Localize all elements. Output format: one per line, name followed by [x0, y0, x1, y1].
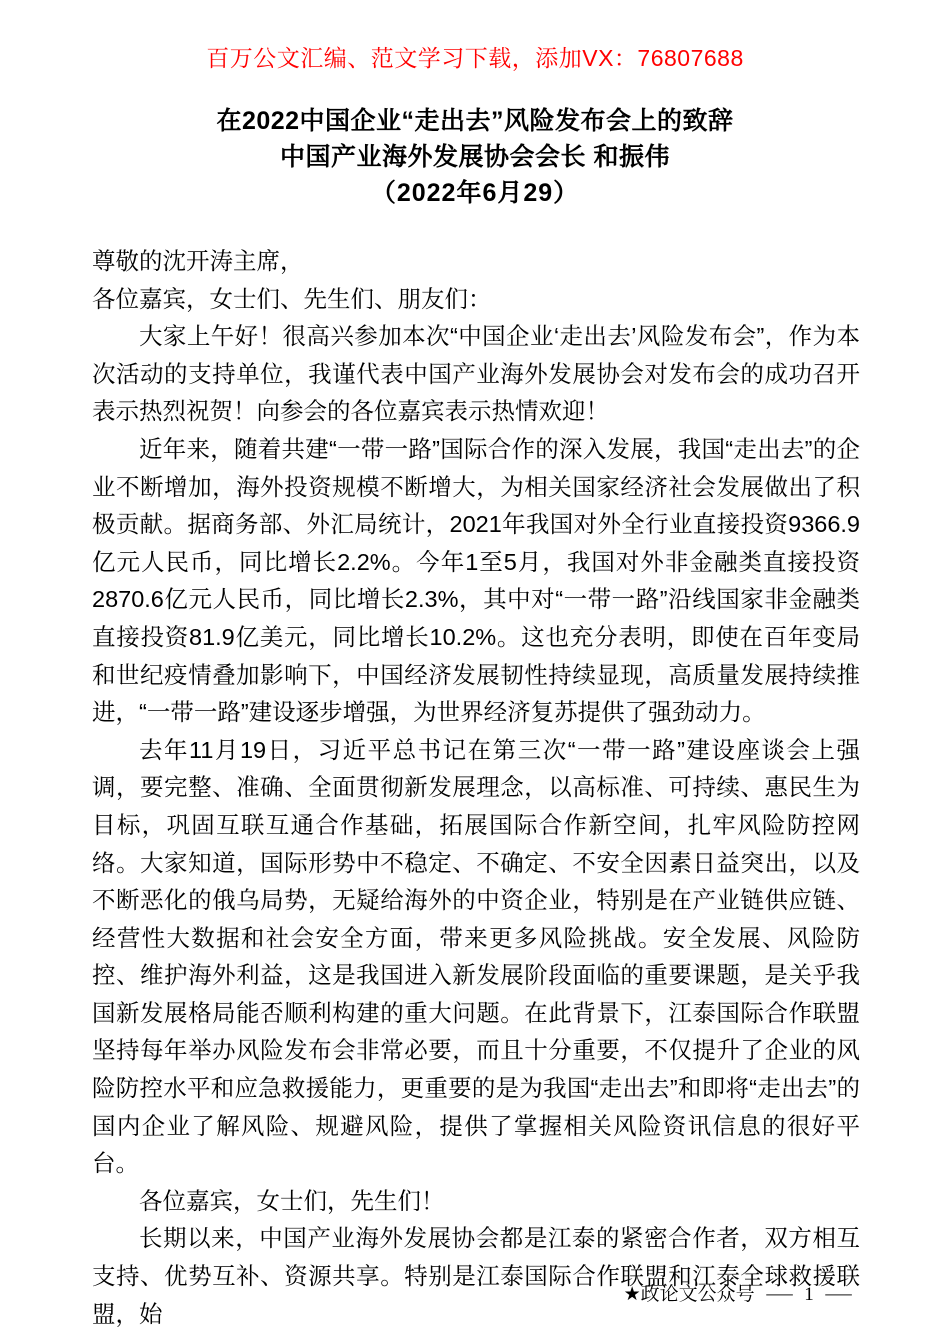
- footer-dash-left: —: [766, 1284, 793, 1305]
- footer-brand: ★政论文公众号: [623, 1284, 755, 1305]
- body-paragraph-1: 大家上午好！很高兴参加本次“中国企业‘走出去’风险发布会”，作为本次活动的支持单位，我谨代表中国产业海外发展协会对发布会的成功召开表示热烈祝贺！向参会的各位嘉宾表示热情欢迎！: [92, 323, 860, 425]
- body-paragraph-2: 近年来，随着共建“一带一路”国际合作的深入发展，我国“走出去”的企业不断增加，海外投资规模不断增大，为相关国家经济社会发展做出了积极贡献。据商务部、外汇局统计，2021年我国对外全行业直接投资9366.9亿元人民币，同比增长2.2%。今年1至5月，我国对外非金融类直接投资2870.6亿元人民币，同比增长2.3%，其中对“一带一路”沿线国家非金融类直接投资81.9亿美元，同比增长10.2%。这也充分表明，即使在百年变局和世纪疫情叠加影响下，中国经济发展韧性持续显现，高质量发展持续推进，“一带一路”建设逐步增强，为世界经济复苏提供了强劲动力。: [92, 435, 860, 726]
- document-body: [92, 243, 860, 1333]
- header-notice: 百万公文汇编、范文学习下载，添加VX：76807688: [206, 45, 744, 71]
- page-number: 1: [804, 1284, 814, 1305]
- doc-title: 在2022中国企业“走出去”风险发布会上的致辞: [216, 107, 734, 135]
- document-heading: [0, 103, 950, 211]
- body-paragraph-5: 长期以来，中国产业海外发展协会都是江泰的紧密合作者，双方相互支持、优势互补、资源共享。特别是江泰国际合作联盟和江泰全球救援联盟，始: [92, 1225, 860, 1327]
- footer-dash-right: —: [825, 1284, 852, 1305]
- page-footer: [624, 1279, 858, 1306]
- doc-date: （2022年6月29）: [370, 179, 580, 207]
- body-paragraph-4: 各位嘉宾，女士们，先生们！: [139, 1187, 445, 1214]
- salutation-line-1: 尊敬的沈开涛主席，: [92, 248, 304, 274]
- salutation-line-2: 各位嘉宾，女士们、先生们、朋友们：: [92, 285, 492, 312]
- doc-subtitle: 中国产业海外发展协会会长 和振伟: [280, 143, 670, 171]
- body-paragraph-3: 去年11月19日，习近平总书记在第三次“一带一路”建设座谈会上强调，要完整、准确、全面贯彻新发展理念，以高标准、可持续、惠民生为目标，巩固互联互通合作基础，拓展国际合作新空间，扎牢风险防控网络。大家知道，国际形势中不稳定、不确定、不安全因素日益突出，以及不断恶化的俄乌局势，无疑给海外的中资企业，特别是在产业链供应链、经营性大数据和社会安全方面，带来更多风险挑战。安全发展、风险防控、维护海外利益，这是我国进入新发展阶段面临的重要课题，是关乎我国新发展格局能否顺利构建的重大问题。在此背景下，江泰国际合作联盟坚持每年举办风险发布会非常必要，而且十分重要，不仅提升了企业的风险防控水平和应急救援能力，更重要的是为我国“走出去”和即将“走出去”的国内企业了解风险、规避风险，提供了掌握相关风险资讯信息的很好平台。: [92, 736, 860, 1177]
